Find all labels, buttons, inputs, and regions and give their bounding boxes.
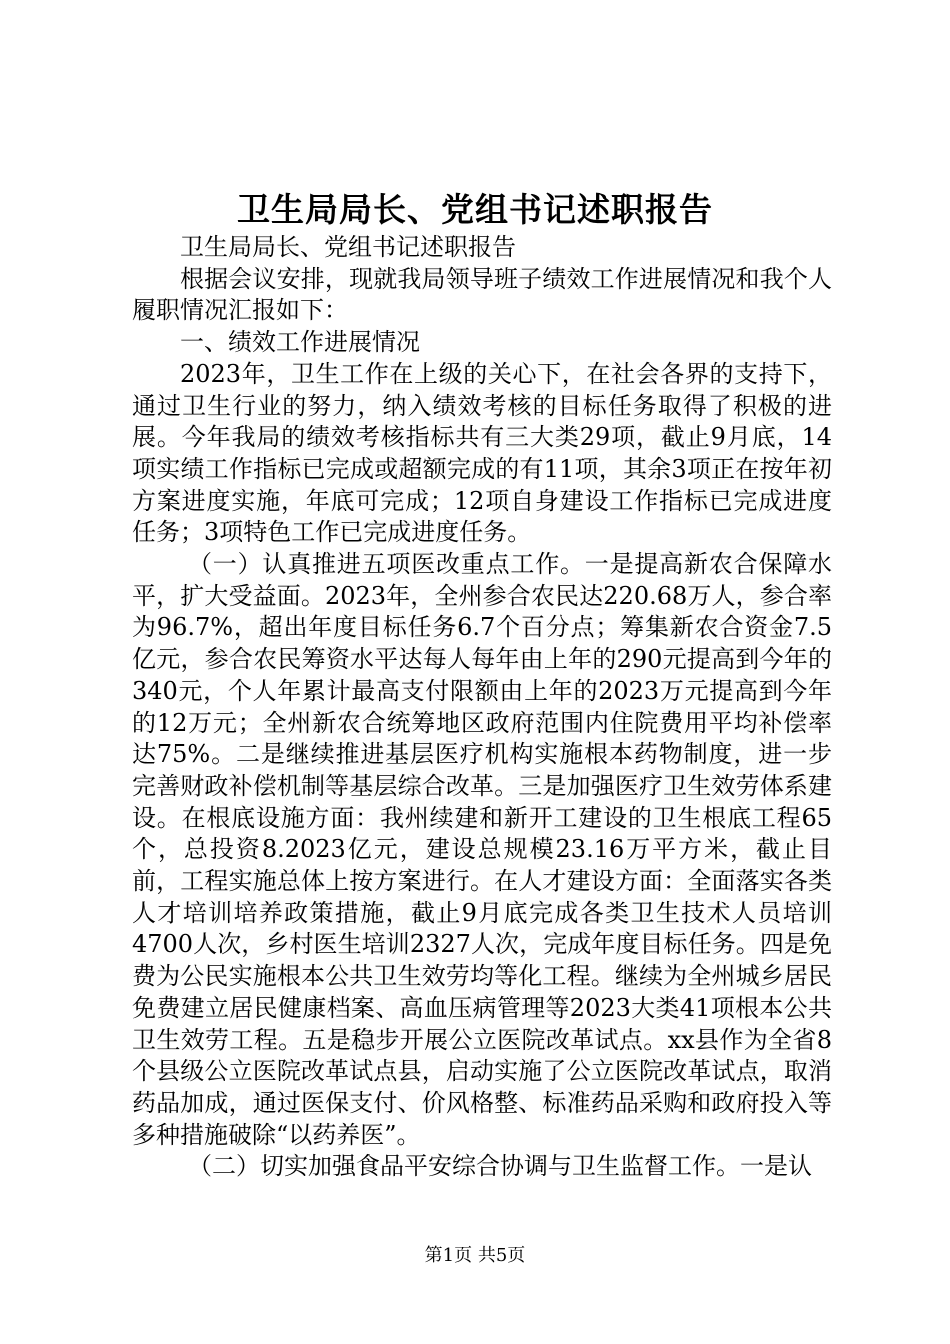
page-number-footer: 第1页 共5页 [424,1245,526,1266]
section-heading-performance: 一、绩效工作进展情况 [180,328,420,357]
body-paragraph-food-safety: （二）切实加强食品平安综合协调与卫生监督工作。一是认 [188,1152,812,1181]
document-body [132,232,832,1183]
body-paragraph-2023-summary: 2023年，卫生工作在上级的关心下，在社会各界的支持下，通过卫生行业的努力，纳入绩效考核的目标任务取得了积极的进展。今年我局的绩效考核指标共有三大类29项，截止9月底，14项实绩工作指标已完成或超额完成的有11项，其余3项正在按年初方案进度实施，年底可完成；12项自身建设工作指标已完成进度任务；3项特色工作已完成进度任务。 [132,359,832,547]
body-paragraph-subtitle: 卫生局局长、党组书记述职报告 [180,233,516,261]
body-paragraph-intro: 根据会议安排，现就我局领导班子绩效工作进展情况和我个人履职情况汇报如下： [132,264,832,325]
document-title: 卫生局局长、党组书记述职报告 [237,190,713,229]
body-paragraph-medical-reform: （一）认真推进五项医改重点工作。一是提高新农合保障水平，扩大受益面。2023年，全州参合农民达220.68万人，参合率为96.7%，超出年度目标任务6.7个百分点；筹集新农合资金7.5亿元，参合农民筹资水平达每人每年由上年的290元提高到今年的340元，个人年累计最高支付限额由上年的2023万元提高到今年的12万元；全州新农合统筹地区政府范围内住院费用平均补偿率达75%。二是继续推进基层医疗机构实施根本药物制度，进一步完善财政补偿机制等基层综合改革。三是加强医疗卫生效劳体系建设。在根底设施方面：我州续建和新开工建设的卫生根底工程65个，总投资8.2023亿元，建设总规模23.16万平方米，截止目前，工程实施总体上按方案进行。在人才建设方面：全面落实各类人才培训培养政策措施，截止9月底完成各类卫生技术人员培训4700人次，乡村医生培训2327人次，完成年度目标任务。四是免费为公民实施根本公共卫生效劳均等化工程。继续为全州城乡居民免费建立居民健康档案、高血压病管理等2023大类41项根本公共卫生效劳工程。五是稳步开展公立医院改革试点。xx县作为全省8个县级公立医院改革试点县，启动实施了公立医院改革试点，取消药品加成，通过医保支付、价风格整、标准药品采购和政府投入等多种措施破除“以药养医”。 [132,550,832,1149]
